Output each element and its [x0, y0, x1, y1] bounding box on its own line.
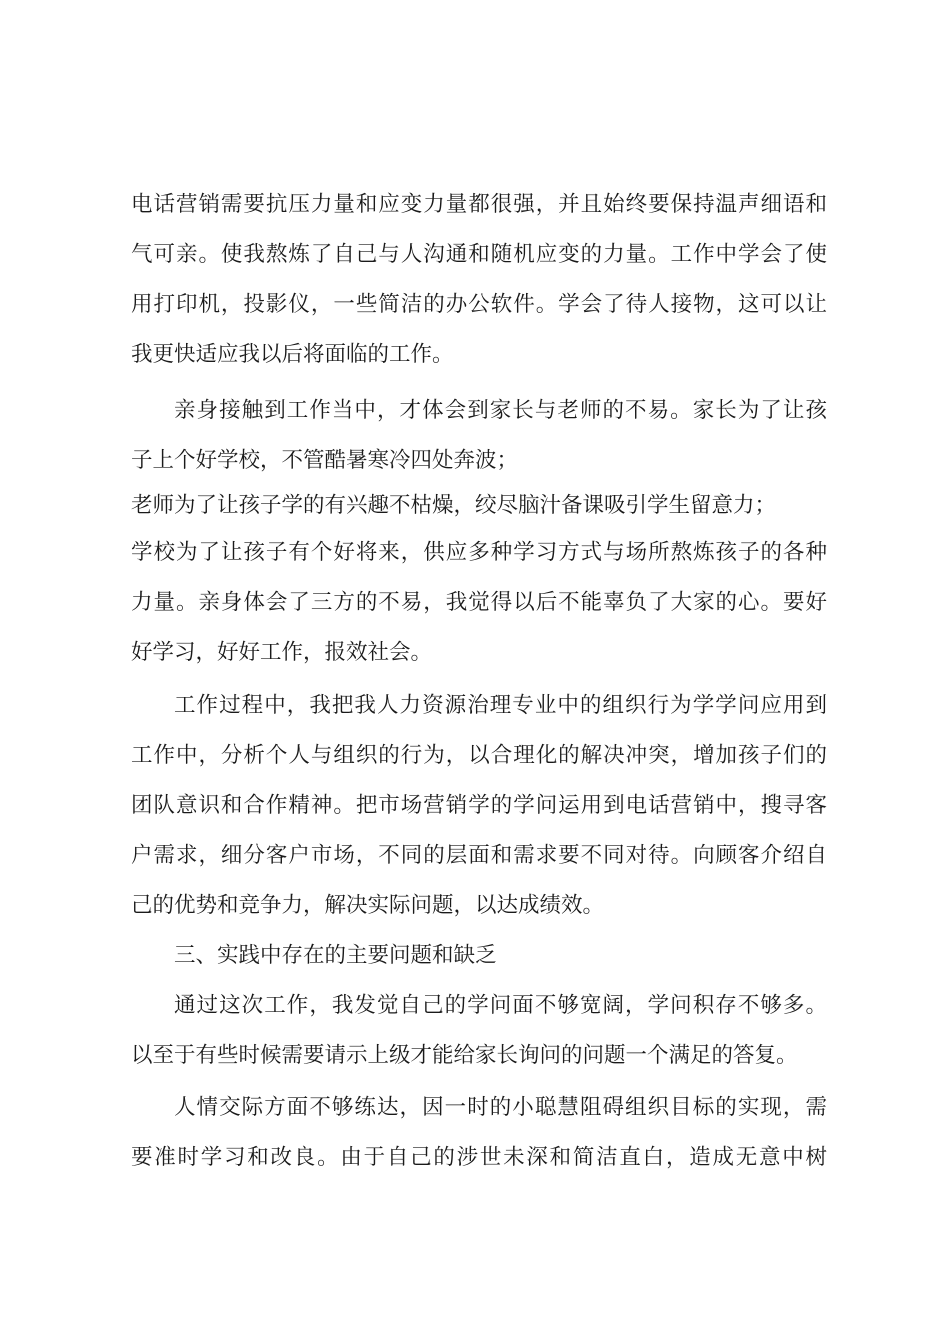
text-line: 工作过程中，我把我人力资源治理专业中的组织行为学学问应用到: [174, 693, 827, 718]
text-line: 电话营销需要抗压力量和应变力量都很强，并且始终要保持温声细语和: [131, 192, 827, 217]
text-line: 我更快适应我以后将面临的工作。: [131, 342, 454, 367]
text-line: 通过这次工作，我发觉自己的学问面不够宽阔，学问积存不够多。: [174, 993, 827, 1018]
text-line: 子上个好学校，不管酷暑寒冷四处奔波；: [131, 448, 519, 473]
text-line: 气可亲。使我熬炼了自己与人沟通和随机应变的力量。工作中学会了使: [131, 242, 827, 267]
text-line: 力量。亲身体会了三方的不易，我觉得以后不能辜负了大家的心。要好: [131, 590, 827, 615]
text-line: 亲身接触到工作当中，才体会到家长与老师的不易。家长为了让孩: [174, 398, 827, 423]
text-line: 人情交际方面不够练达，因一时的小聪慧阻碍组织目标的实现，需: [174, 1095, 827, 1120]
text-line: 工作中，分析个人与组织的行为，以合理化的解决冲突，增加孩子们的: [131, 743, 827, 768]
text-line: 团队意识和合作精神。把市场营销学的学问运用到电话营销中，搜寻客: [131, 793, 827, 818]
text-line: 好学习，好好工作，报效社会。: [131, 640, 433, 665]
section-heading: 三、实践中存在的主要问题和缺乏: [174, 943, 497, 968]
text-line: 老师为了让孩子学的有兴趣不枯燥，绞尽脑汁备课吸引学生留意力；: [131, 493, 777, 518]
text-line: 用打印机，投影仪，一些简洁的办公软件。学会了待人接物，这可以让: [131, 292, 827, 317]
text-line: 户需求，细分客户市场，不同的层面和需求要不同对待。向顾客介绍自: [131, 843, 827, 868]
text-line: 学校为了让孩子有个好将来，供应多种学习方式与场所熬炼孩子的各种: [131, 540, 827, 565]
text-line: 以至于有些时候需要请示上级才能给家长询问的问题一个满足的答复。: [131, 1043, 798, 1068]
text-line: 己的优势和竞争力，解决实际问题，以达成绩效。: [131, 893, 605, 918]
text-line: 要准时学习和改良。由于自己的涉世未深和简洁直白，造成无意中树: [131, 1145, 827, 1170]
